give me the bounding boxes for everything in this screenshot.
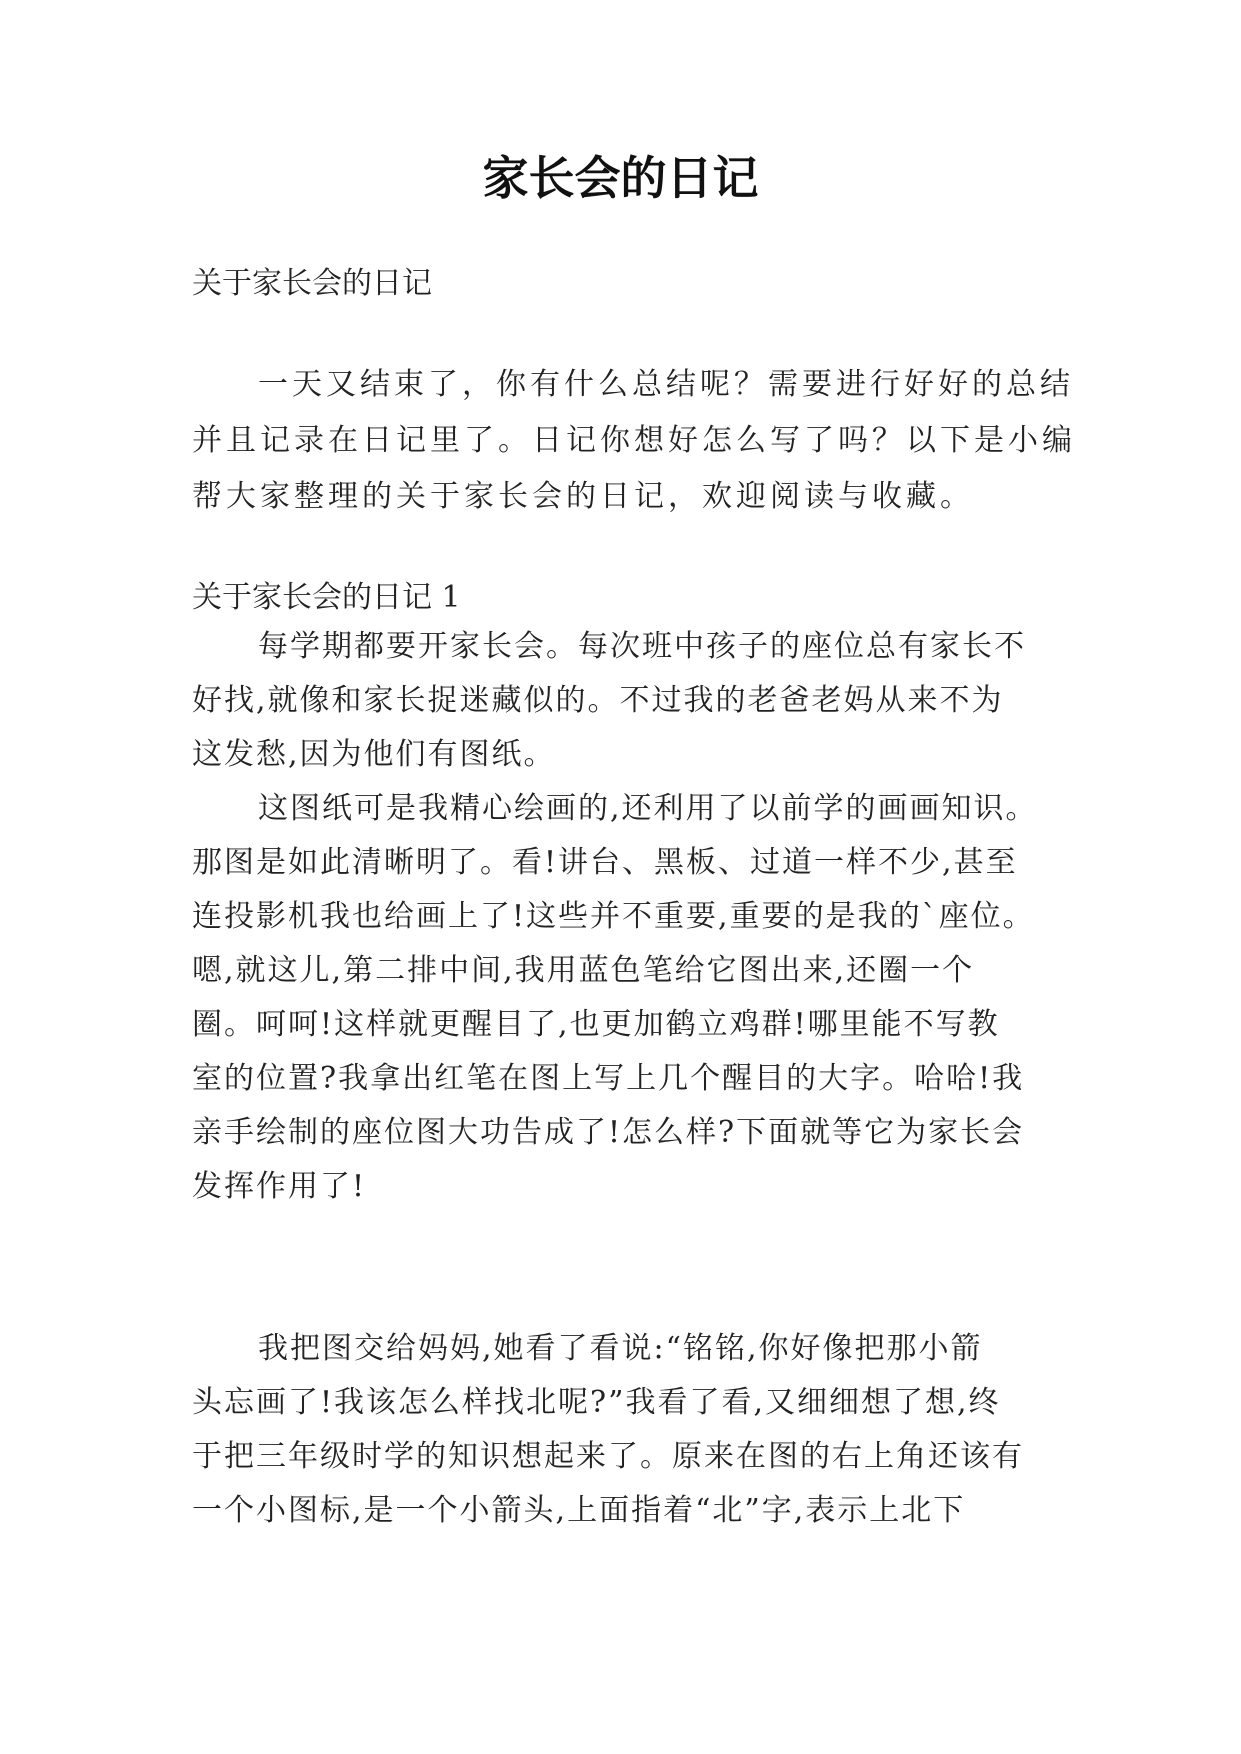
paragraph-2: [192, 782, 1052, 1214]
paragraph-3: [192, 1322, 1052, 1538]
paragraph-line: 头忘画了!我该怎么样找北呢?”我看了看,又细细想了想,终: [192, 1385, 1001, 1420]
paragraph-line: 这发愁,因为他们有图纸。: [192, 737, 556, 772]
section-heading: 关于家长会的日记 1: [192, 580, 461, 615]
paragraph-1: [192, 620, 1052, 782]
paragraph-line: 圈。呵呵!这样就更醒目了,也更加鹤立鸡群!哪里能不写教: [192, 1007, 1000, 1042]
intro-line: 并且记录在日记里了。日记你想好怎么写了吗？以下是小编: [192, 423, 1076, 458]
paragraph-line: 于把三年级时学的知识想起来了。原来在图的右上角还该有: [192, 1439, 1024, 1474]
paragraph-line: 室的位置?我拿出红笔在图上写上几个醒目的大字。哈哈!我: [192, 1061, 1025, 1096]
paragraph-line: 连投影机我也给画上了!这些并不重要,重要的是我的`座位。: [192, 899, 1035, 934]
paragraph-line: 我把图交给妈妈,她看了看说:“铭铭,你好像把那小箭: [258, 1331, 983, 1366]
paragraph-line: 这图纸可是我精心绘画的,还利用了以前学的画画知识。: [258, 791, 1038, 826]
subtitle: 关于家长会的日记: [192, 266, 432, 301]
paragraph-line: 嗯,就这儿,第二排中间,我用蓝色笔给它图出来,还圈一个: [192, 953, 975, 988]
intro-line: 帮大家整理的关于家长会的日记，欢迎阅读与收藏。: [192, 479, 974, 514]
document-title: 家长会的日记: [482, 151, 759, 205]
paragraph-line: 好找,就像和家长捉迷藏似的。不过我的老爸老妈从来不为: [192, 683, 1004, 718]
intro-line: 一天又结束了，你有什么总结呢？需要进行好好的总结: [258, 367, 1074, 402]
paragraph-line: 一个小图标,是一个小箭头,上面指着“北”字,表示上北下: [192, 1493, 966, 1528]
paragraph-line: 那图是如此清晰明了。看!讲台、黑板、过道一样不少,甚至: [192, 845, 1018, 880]
paragraph-line: 发挥作用了!: [192, 1169, 367, 1204]
intro-paragraph: [192, 357, 1076, 525]
paragraph-line: 每学期都要开家长会。每次班中孩子的座位总有家长不: [258, 629, 1026, 664]
paragraph-line: 亲手绘制的座位图大功告成了!怎么样?下面就等它为家长会: [192, 1115, 1025, 1150]
